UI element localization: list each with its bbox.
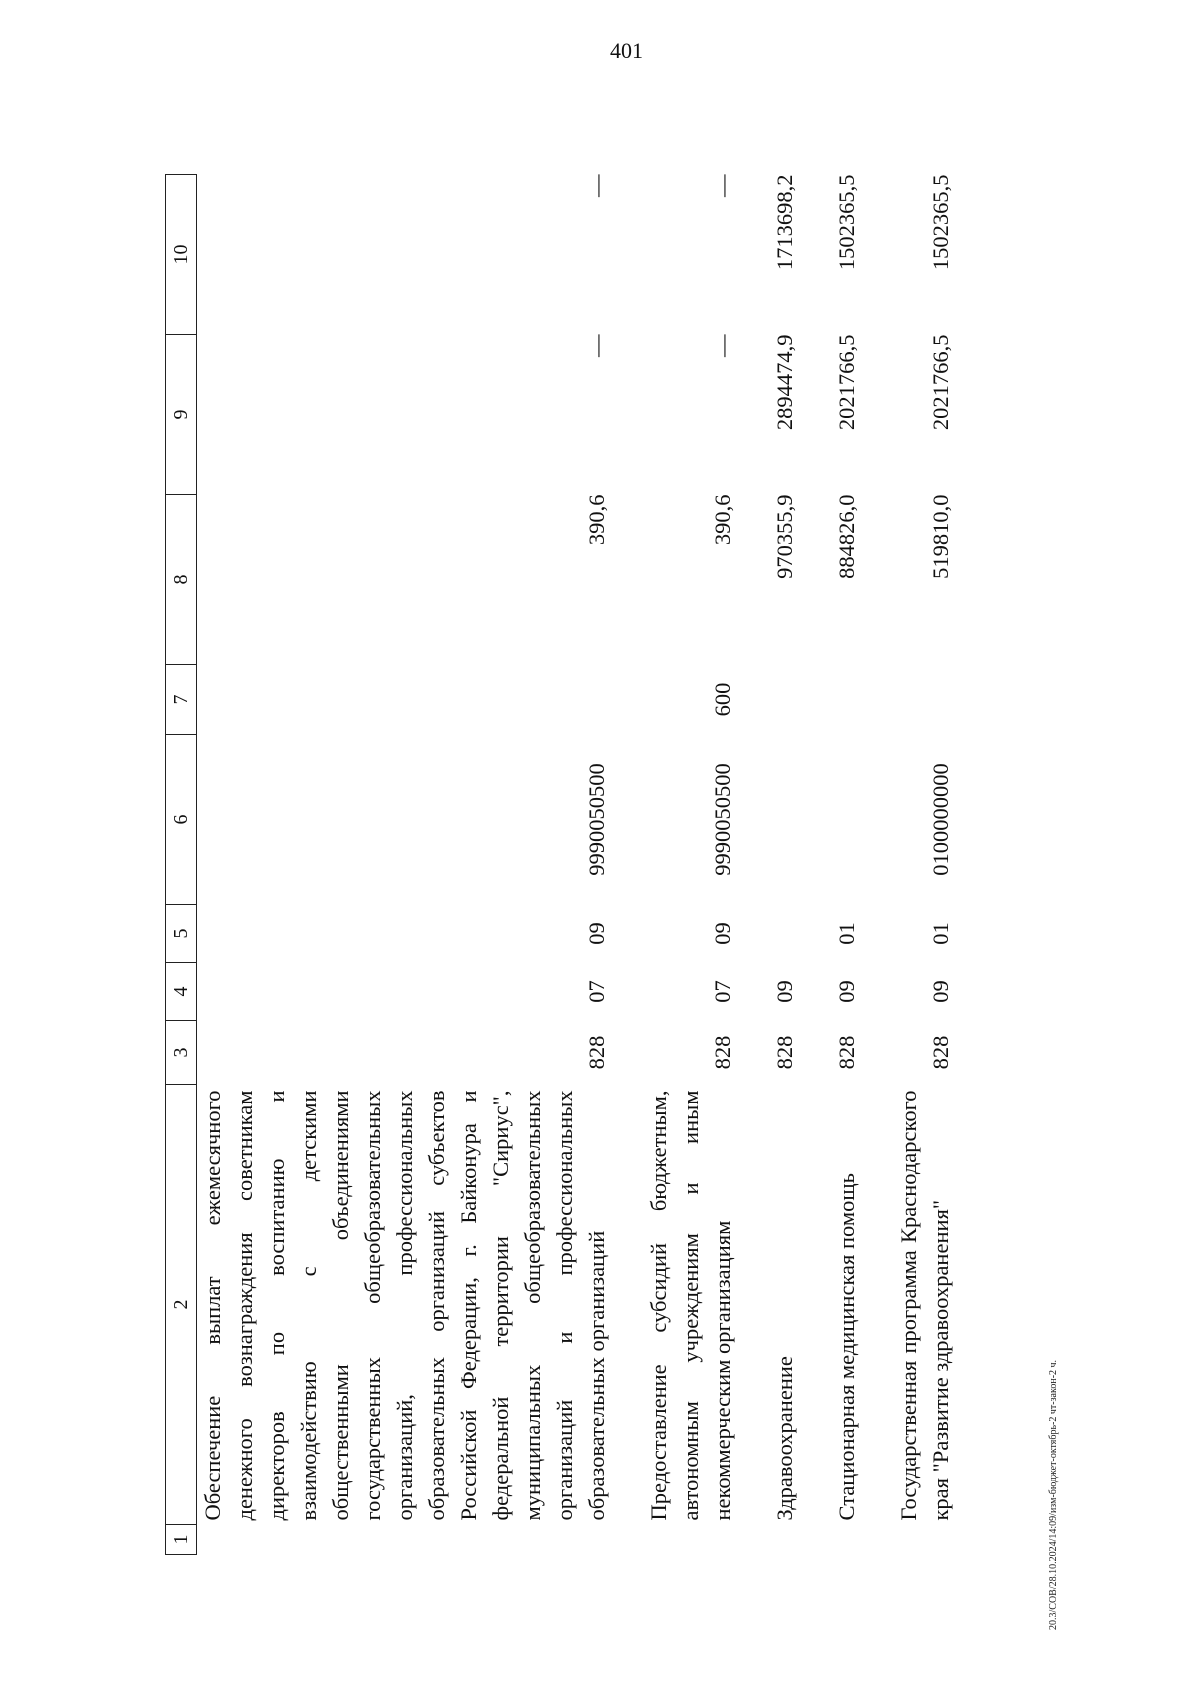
cell-subsection: 09 <box>710 922 735 945</box>
col-header-2: 2 <box>166 1085 197 1525</box>
cell-subsection: 01 <box>834 922 859 945</box>
cell-amount-col10: — <box>710 174 735 197</box>
cell-amount-col9: 2894474,9 <box>772 334 797 431</box>
col-header-6: 6 <box>166 735 197 905</box>
page-number: 401 <box>610 38 643 63</box>
cell-target-article: 0100000000 <box>928 763 953 876</box>
row-name: Обеспечение выплат ежемесячного денежного вознаграждения советникам директоров по воспитанию и взаимодействию с детскими общественными объединениями государственных общеобразовательных организаций, профессиональных образовательных организаций субъектов Российской Федерации, г. Байконура и федеральной территории "Сириус", муниципальных общеобразовательных организаций и профессиональных образовательных организаций <box>200 1090 609 1521</box>
col-header-10: 10 <box>166 175 197 335</box>
col-header-7: 7 <box>166 665 197 735</box>
column-number-header <box>166 175 197 1555</box>
cell-section: 09 <box>772 980 797 1003</box>
cell-amount-col8: 519810,0 <box>928 494 953 579</box>
row-name: Стационарная медицинская помощь <box>834 1173 859 1521</box>
budget-table <box>165 174 957 1555</box>
cell-subsection: 09 <box>584 922 609 945</box>
cell-section: 09 <box>928 980 953 1003</box>
col-header-1: 1 <box>166 1525 197 1555</box>
cell-subsection: 01 <box>928 922 953 945</box>
cell-target-article <box>831 735 863 905</box>
cell-amount-col9: 2021766,5 <box>928 334 953 431</box>
cell-ministry-code: 828 <box>928 1035 953 1070</box>
cell-expense-type <box>769 665 801 735</box>
cell-ministry-code: 828 <box>772 1035 797 1070</box>
cell-target-article: 9990050500 <box>584 763 609 876</box>
cell-section: 07 <box>710 980 735 1003</box>
cell-amount-col10: — <box>584 174 609 197</box>
cell-amount-col8: 970355,9 <box>772 494 797 579</box>
table-row <box>197 175 614 1555</box>
cell-ministry-code: 828 <box>584 1035 609 1070</box>
row-name: Здравоохранение <box>772 1356 797 1521</box>
cell-amount-col9: — <box>584 334 609 357</box>
cell-amount-col10: 1713698,2 <box>772 174 797 271</box>
col-header-9: 9 <box>166 335 197 495</box>
cell-ministry-code: 828 <box>710 1035 735 1070</box>
footer-stamp: 20.3/СОВ/28.10.2024/14:09/изм-бюджет-октябрь-2 чт-закон-2 ч. <box>1048 1359 1059 1630</box>
cell-expense-type <box>831 665 863 735</box>
row-name: Государственная программа Краснодарского края "Развитие здравоохранения" <box>896 1090 953 1521</box>
cell-expense-type <box>197 665 614 735</box>
cell-target-article: 9990050500 <box>710 763 735 876</box>
col-header-8: 8 <box>166 495 197 665</box>
cell-expense-type: 600 <box>710 682 735 717</box>
cell-amount-col9: — <box>710 334 735 357</box>
col-header-3: 3 <box>166 1021 197 1085</box>
cell-amount-col8: 390,6 <box>710 494 735 546</box>
table-row <box>893 175 957 1555</box>
cell-expense-type <box>893 665 957 735</box>
table-row <box>831 175 863 1555</box>
cell-target-article <box>769 735 801 905</box>
cell-amount-col8: 884826,0 <box>834 494 859 579</box>
table-row <box>643 175 739 1555</box>
cell-amount-col10: 1502365,5 <box>928 174 953 271</box>
table-row <box>769 175 801 1555</box>
cell-ministry-code: 828 <box>834 1035 859 1070</box>
cell-subsection <box>769 905 801 963</box>
cell-amount-col9: 2021766,5 <box>834 334 859 431</box>
col-header-5: 5 <box>166 905 197 963</box>
cell-amount-col8: 390,6 <box>584 494 609 546</box>
cell-section: 07 <box>584 980 609 1003</box>
cell-amount-col10: 1502365,5 <box>834 174 859 271</box>
col-header-4: 4 <box>166 963 197 1021</box>
rotated-page-content <box>165 175 1200 1555</box>
cell-section: 09 <box>834 980 859 1003</box>
row-name: Предоставление субсидий бюджетным, автономным учреждениям и иным некоммерческим организациям <box>646 1090 735 1521</box>
